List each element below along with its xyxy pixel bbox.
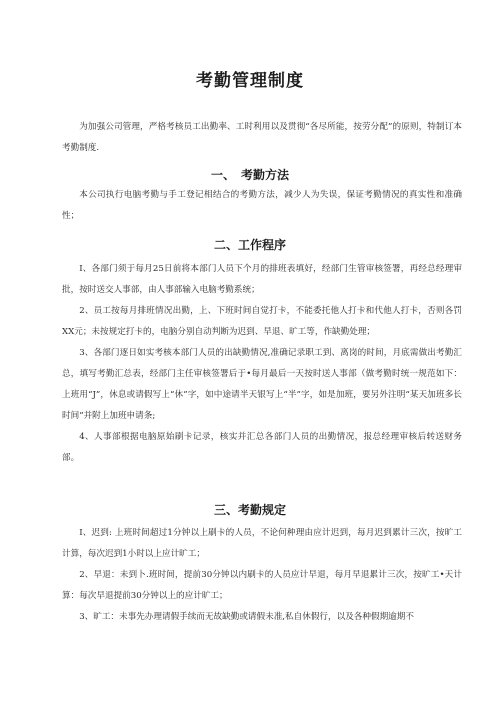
procedure-item-3: 3、各部门逐日如实考核本部门人员的出缺勤情况,准确记录职工到、离岗的时间，月底需做出考勤汇总，填写考勤汇总表，经部门主任审核签署后于•每月最后一天按时送人事部（做考勤时统一规范如下：上班用“J”，休息或请假写上“休”字，如中途请半天银写上“半”字，如是加班，要另外注明“某天加班多长时间”并附上加班申请条; [62, 348, 462, 421]
procedure-item-1: I、各部门须于每月25日前将本部门人员下个月的排班表填好，经部门生管审核签署，再经总经理审批，按时送交人事部，由人事部输入电脑考勤系统； [62, 264, 462, 295]
section-heading-rules: 三、考勤规定 [213, 503, 286, 517]
section-methods-body [62, 185, 462, 227]
section-procedure-body [62, 259, 462, 469]
procedure-item-4: 4、人事部根据电脑原始刷卡记录，核实并汇总各部门人员的出勤情况，报总经理审核后转送财务部。 [62, 432, 462, 463]
rules-item-absence: 3、旷工：未事先办理请假手续而无故缺勤或请假未准,私自休假行，以及各种假期逾期不 [79, 612, 414, 622]
intro-paragraph: 为加强公司管理，严格考核员工出勤率、工时利用以及贯彻“各尽所能，按劳分配”的原则，特制订本考勤制度. [62, 122, 462, 153]
rules-item-early-leave: 2、早退：未到卜.班时间，提前30分钟以内刷卡的人员应计早退，每月早退累计三次，按旷工•天计算：每次早退提前30分钟以上的应计旷工； [62, 570, 462, 601]
section-heading-methods: 一、 考勤方法 [210, 168, 289, 182]
procedure-item-2: 2、员工按每月排班情况出勤，上、下班时间自觉打卡，不能委托他人打卡和代他人打卡，否则各罚XX元；未按规定打卡的，电脑分别自动判断为迟到、早退、旷工等，作缺勤处理； [62, 306, 462, 337]
section-rules-body [62, 523, 462, 628]
intro-block [62, 117, 462, 159]
methods-paragraph: 本公司执行电脑考勤与手工登记相结合的考勤方法，减少人为失误，保证考勤情况的真实性和准确性； [62, 190, 462, 221]
section-heading-procedure: 二、工作程序 [213, 238, 286, 252]
document-title: 考勤管理制度 [196, 71, 304, 91]
rules-item-late: I、迟到: 上班时间超过1分钟以上刷卡的人员，不论何种理由应计迟到，每月迟到累计三次，按旷工计算，每次迟到1小时以上应计旷工； [62, 528, 462, 559]
